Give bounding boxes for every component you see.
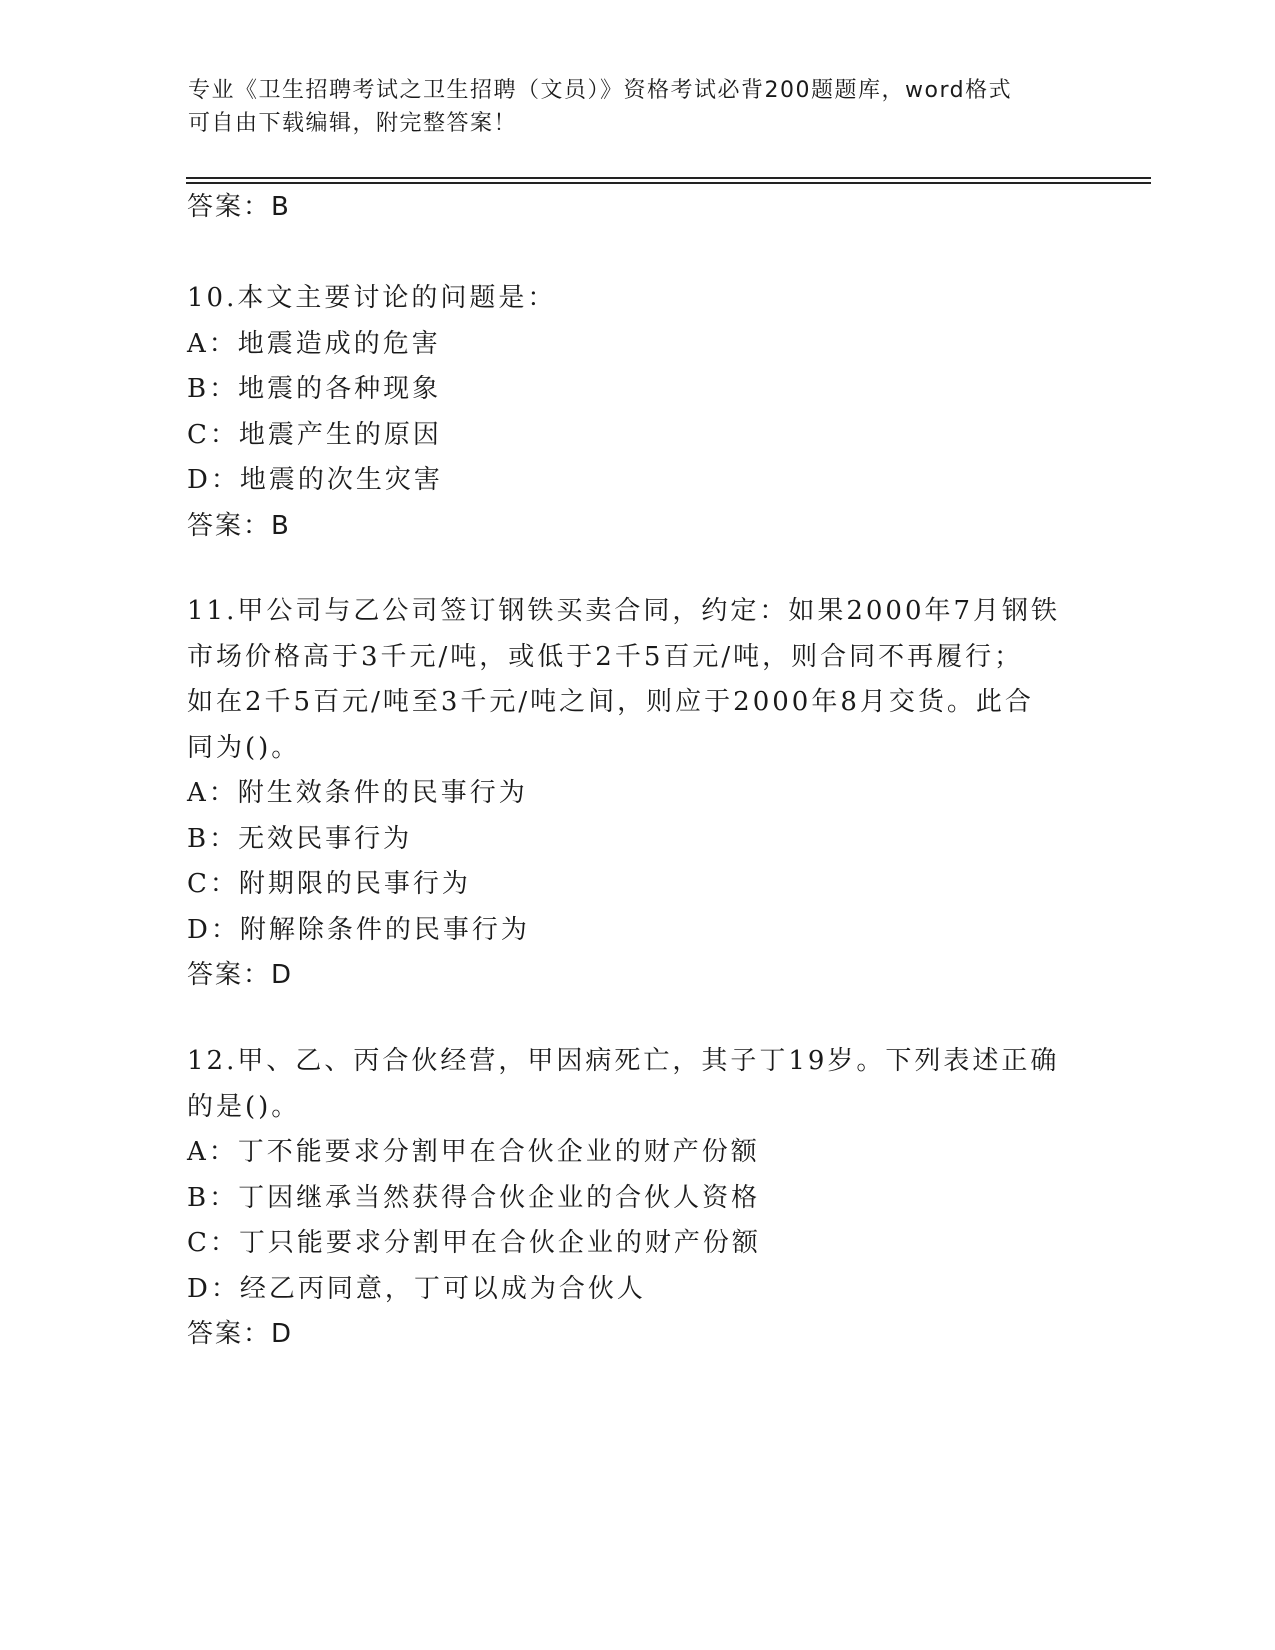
answer-label: 答案：B	[187, 192, 291, 222]
question-10	[187, 276, 1087, 549]
question-text-line-3: 如在2千5百元/吨至3千元/吨之间，则应于2000年8月交货。此合	[187, 687, 1034, 717]
question-text-line-2: 市场价格高于3千元/吨，或低于2千5百元/吨，则合同不再履行；	[187, 641, 1024, 672]
option-c: C：地震产生的原因	[187, 419, 442, 450]
question-text: 10.本文主要讨论的问题是：	[187, 283, 557, 313]
question-text-line-4: 同为()。	[187, 732, 301, 763]
option-b: B：无效民事行为	[187, 823, 413, 854]
option-d: D：地震的次生灾害	[187, 465, 443, 495]
answer-label: 答案：B	[187, 510, 291, 541]
question-text-line-2: 的是()。	[187, 1091, 301, 1122]
header-divider-bottom	[186, 182, 1151, 184]
option-b: B：丁因继承当然获得合伙企业的合伙人资格	[187, 1182, 761, 1213]
question-text-line-1: 11.甲公司与乙公司签订钢铁买卖合同，约定：如果2000年7月钢铁	[187, 596, 1061, 626]
header-line-2: 可自由下载编辑，附完整答案！	[188, 111, 518, 136]
question-12	[187, 1039, 1087, 1357]
option-d: D：经乙丙同意，丁可以成为合伙人	[187, 1273, 646, 1304]
previous-answer-block	[187, 185, 1087, 230]
answer-label: 答案：D	[187, 1319, 294, 1349]
option-c: C：丁只能要求分割甲在合伙企业的财产份额	[187, 1228, 761, 1258]
option-b: B：地震的各种现象	[187, 374, 442, 404]
option-d: D：附解除条件的民事行为	[187, 914, 530, 945]
header-line-1: 专业《卫生招聘考试之卫生招聘（文员）》资格考试必背200题题库，word格式	[188, 78, 1013, 103]
option-a: A：地震造成的危害	[187, 328, 441, 359]
document-header	[188, 74, 1088, 140]
question-text-line-1: 12.甲、乙、丙合伙经营，甲因病死亡，其子丁19岁。下列表述正确	[187, 1046, 1060, 1076]
option-a: A：附生效条件的民事行为	[187, 778, 528, 808]
answer-label: 答案：D	[187, 960, 294, 990]
question-11	[187, 589, 1087, 998]
option-c: C：附期限的民事行为	[187, 869, 471, 899]
header-divider-top	[186, 177, 1151, 179]
option-a: A：丁不能要求分割甲在合伙企业的财产份额	[187, 1137, 760, 1167]
